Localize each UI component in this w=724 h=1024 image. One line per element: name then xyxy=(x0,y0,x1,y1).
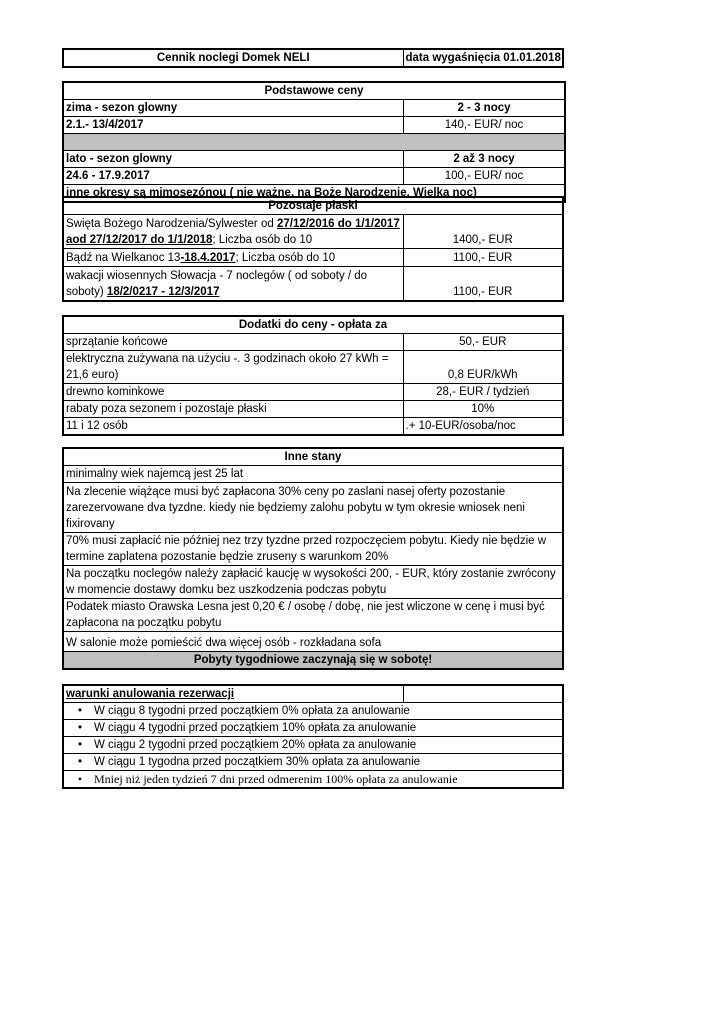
cancellation-item: • Mniej niż jeden tydzień 7 dni przed odmerenim 100% opłata za anulowanie xyxy=(63,771,563,789)
winter-dates: 2.1.- 13/4/2017 xyxy=(63,117,403,134)
cancellation-heading-blank xyxy=(403,685,563,703)
flat-rates-heading: Pozostaje płaski xyxy=(63,197,563,215)
conditions-heading: Inne stany xyxy=(63,448,563,466)
cancellation-block xyxy=(62,684,564,789)
document-title: Cennik noclegi Domek NELI xyxy=(63,49,403,67)
bullet-icon: • xyxy=(77,739,83,751)
cancellation-item: • W ciągu 8 tygodni przed początkiem 0% opłata za anulowanie xyxy=(63,703,563,720)
expiry-date: data wygaśnięcia 01.01.2018 xyxy=(403,49,563,67)
flat-rate-easter-price: 1100,- EUR xyxy=(403,249,563,267)
conditions-block xyxy=(62,447,564,670)
other-periods-note: inne okresy są mimosezónou ( nie ważne, na Boże Narodzenie, Wielka noc) xyxy=(63,185,565,203)
flat-rate-spring-desc: wakacji wiosennych Słowacja - 7 noclegów ( od soboty / do soboty) 18/2/0217 - 12/3/2017 xyxy=(63,267,403,301)
cancellation-item: • W ciągu 1 tygodna przed początkiem 30% opłata za anulowanie xyxy=(63,754,563,771)
summer-col1-head: 2 až 3 nocy xyxy=(403,151,565,168)
flat-rates-block xyxy=(62,196,564,302)
header-block xyxy=(62,48,564,68)
flat-rate-spring-price: 1100,- EUR xyxy=(403,267,563,301)
extra-cleaning-value: 50,- EUR xyxy=(403,334,563,351)
extras-block xyxy=(62,315,564,436)
winter-col1-head: 2 - 3 nocy xyxy=(403,100,565,117)
extra-persons-label: 11 i 12 osób xyxy=(63,418,403,436)
extra-electricity-label: elektryczna zużywana na użyciu -. 3 godzinach około 27 kWh = 21,6 euro) xyxy=(63,351,403,384)
extra-firewood-value: 28,- EUR / tydzień xyxy=(403,384,563,401)
condition-sofa: W salonie może pomieścić dwa więcej osób - rozkładana sofa xyxy=(63,632,563,652)
condition-min-age: minimalny wiek najemcą jest 25 lat xyxy=(63,466,563,483)
cancellation-item: • W ciągu 4 tygodni przed początkiem 10% opłata za anulowanie xyxy=(63,720,563,737)
condition-deposit-30: Na zlecenie wiążące musi być zapłacona 30% ceny po zaslani nasej oferty pozostanie zarezervowane dva tyzdne. kiedy nie będziemy zalohu pobytu w tym okresie wniosek neni fixirovany xyxy=(63,483,563,533)
extra-persons-value: .+ 10-EUR/osoba/noc xyxy=(403,418,563,436)
extra-firewood-label: drewno kominkowe xyxy=(63,384,403,401)
winter-price-short: 140,- EUR/ noc xyxy=(403,117,565,134)
extra-cleaning-label: sprzątanie końcowe xyxy=(63,334,403,351)
flat-rate-christmas-price: 1400,- EUR xyxy=(403,215,563,249)
extra-discount-value: 10% xyxy=(403,401,563,418)
conditions-footer: Pobyty tygodniowe zaczynają się w sobotę! xyxy=(63,652,563,670)
flat-rate-christmas-desc: Swięta Bożego Narodzenia/Sylwester od 27/12/2016 do 1/1/2017 aod 27/12/2017 do 1/1/2018; Liczba osób do 10 xyxy=(63,215,403,249)
extras-heading: Dodatki do ceny - opłata za xyxy=(63,316,563,334)
cancellation-item: • W ciągu 2 tygodni przed początkiem 20% opłata za anulowanie xyxy=(63,737,563,754)
basic-prices-heading: Podstawowe ceny xyxy=(63,82,565,100)
bullet-icon: • xyxy=(77,756,83,768)
basic-prices-block xyxy=(62,81,564,203)
extra-discount-label: rabaty poza sezonem i pozostaje płaski xyxy=(63,401,403,418)
summer-dates: 24.6 - 17.9.2017 xyxy=(63,168,403,185)
bullet-icon: • xyxy=(77,705,83,717)
condition-payment-70: 70% musi zapłacić nie później nez trzy tyzdne przed rozpoczęciem pobytu. Kiedy nie będzie w termine zaplatena pozostanie będzie zruseny s warunkom 20% xyxy=(63,533,563,566)
summer-price-short: 100,- EUR/ noc xyxy=(403,168,565,185)
flat-rate-easter-desc: Bądź na Wielkanoc 13-18.4.2017; Liczba osób do 10 xyxy=(63,249,403,267)
separator-row xyxy=(63,134,565,151)
condition-security-deposit: Na początku noclegów należy zapłacić kaucję w wysokości 200, - EUR, który zostanie zwrócony w momencie dostawy domku bez uszkodzenia podczas pobytu xyxy=(63,566,563,599)
condition-city-tax: Podatek miasto Orawska Lesna jest 0,20 € / osobę / dobę, nie jest wliczone w cenę i musi być zapłacona na początku pobytu xyxy=(63,599,563,632)
bullet-icon: • xyxy=(77,772,83,786)
bullet-icon: • xyxy=(77,722,83,734)
winter-season-label: zima - sezon glowny xyxy=(63,100,403,117)
summer-season-label: lato - sezon glowny xyxy=(63,151,403,168)
extra-electricity-value: 0,8 EUR/kWh xyxy=(403,351,563,384)
cancellation-heading: warunki anulowania rezerwacji xyxy=(63,685,403,703)
